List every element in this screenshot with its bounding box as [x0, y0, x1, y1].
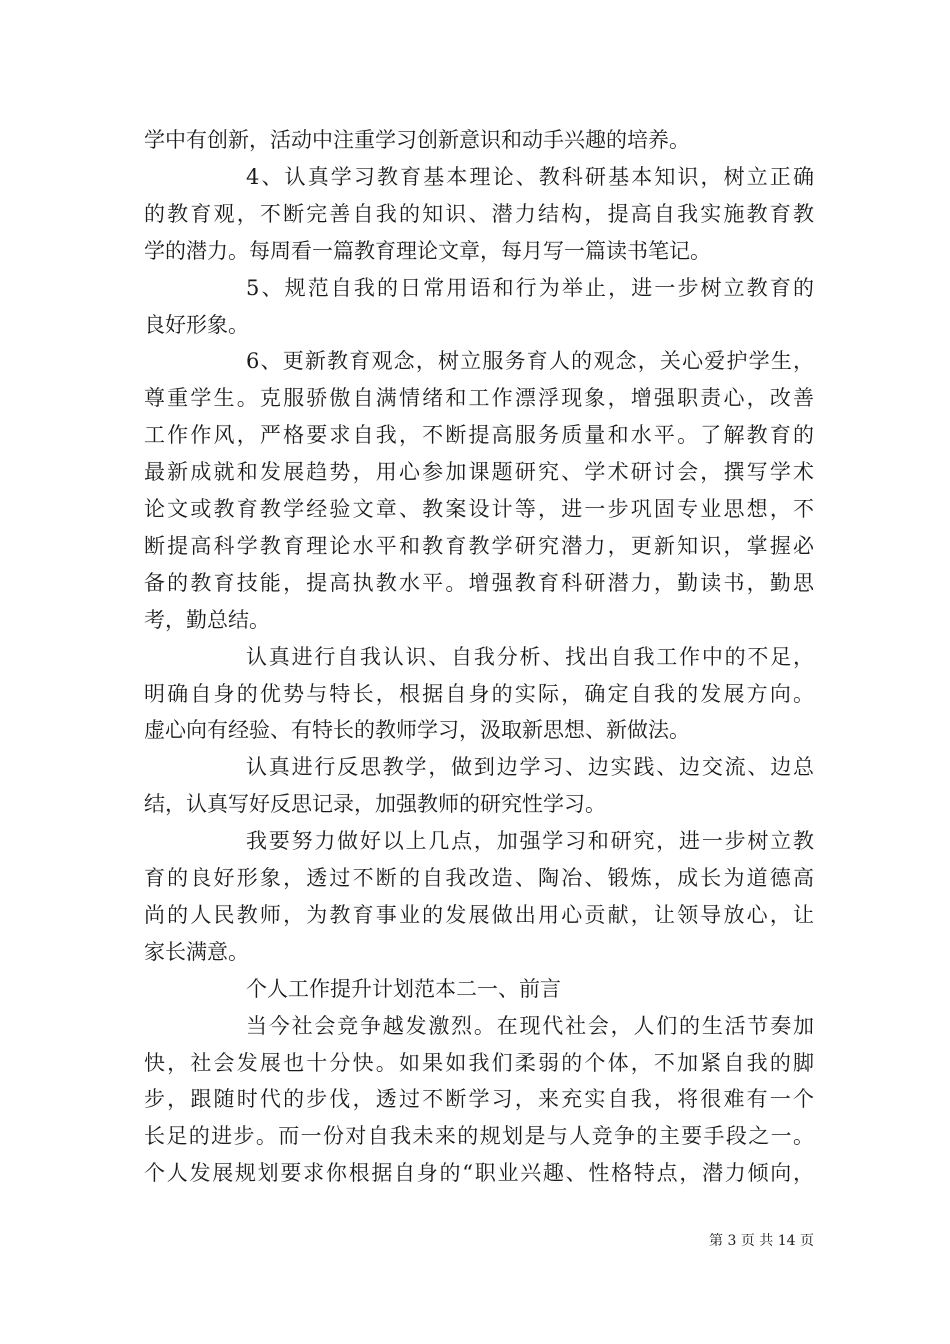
text-line: 工作作风，严格要求自我，不断提高服务质量和水平。了解教育的 — [144, 423, 814, 447]
text-line: 认真进行反思教学，做到边学习、边实践、边交流、边总 — [246, 755, 814, 779]
text-line: 当今社会竞争越发激烈。在现代社会，人们的生活节奏加 — [246, 1014, 814, 1038]
text-line: 考，勤总结。 — [144, 608, 270, 632]
text-line: 的教育观，不断完善自我的知识、潜力结构，提高自我实施教育教 — [144, 202, 814, 226]
text-line: 结，认真写好反思记录，加强教师的研究性学习。 — [144, 792, 606, 816]
text-line: 最新成就和发展趋势，用心参加课题研究、学术研讨会，撰写学术 — [144, 460, 814, 484]
text-line: 育的良好形象，透过不断的自我改造、陶冶、锻炼，成长为道德高 — [144, 866, 814, 890]
text-line: 个人工作提升计划范本二一、前言 — [246, 977, 561, 1001]
text-line: 学的潜力。每周看一篇教育理论文章，每月写一篇读书笔记。 — [144, 239, 711, 263]
text-line: 尊重学生。克服骄傲自满情绪和工作漂浮现象，增强职责心，改善 — [144, 386, 814, 410]
text-line: 学中有创新，活动中注重学习创新意识和动手兴趣的培养。 — [144, 128, 690, 152]
text-line: 明确自身的优势与特长，根据自身的实际，确定自我的发展方向。 — [144, 682, 814, 706]
text-line: 备的教育技能，提高执教水平。增强教育科研潜力，勤读书，勤思 — [144, 571, 814, 595]
text-line: 虚心向有经验、有特长的教师学习，汲取新思想、新做法。 — [144, 718, 690, 742]
text-line: 论文或教育教学经验文章、教案设计等，进一步巩固专业思想，不 — [144, 497, 814, 521]
text-line: 良好形象。 — [144, 313, 249, 337]
text-line: 个人发展规划要求你根据自身的“职业兴趣、性格特点，潜力倾向， — [144, 1161, 814, 1185]
text-line: 步，跟随时代的步伐，透过不断学习，来充实自我，将很难有一个 — [144, 1087, 814, 1111]
page-footer: 第 3 页 共 14 页 — [709, 1233, 814, 1249]
text-line: 5、规范自我的日常用语和行为举止，进一步树立教育的 — [246, 276, 814, 300]
text-line: 认真进行自我认识、自我分析、找出自我工作中的不足， — [246, 645, 814, 669]
text-line: 长足的进步。而一份对自我未来的规划是与人竞争的主要手段之一。 — [144, 1124, 814, 1148]
text-line: 我要努力做好以上几点，加强学习和研究，进一步树立教 — [246, 829, 814, 853]
text-line: 家长满意。 — [144, 940, 249, 964]
text-line: 断提高科学教育理论水平和教育教学研究潜力，更新知识，掌握必 — [144, 534, 814, 558]
text-line: 4、认真学习教育基本理论、教科研基本知识，树立正确 — [246, 165, 814, 189]
text-line: 6、更新教育观念，树立服务育人的观念，关心爱护学生， — [246, 349, 814, 373]
text-line: 尚的人民教师，为教育事业的发展做出用心贡献，让领导放心，让 — [144, 903, 814, 927]
text-line: 快，社会发展也十分快。如果如我们柔弱的个体，不加紧自我的脚 — [144, 1051, 814, 1075]
